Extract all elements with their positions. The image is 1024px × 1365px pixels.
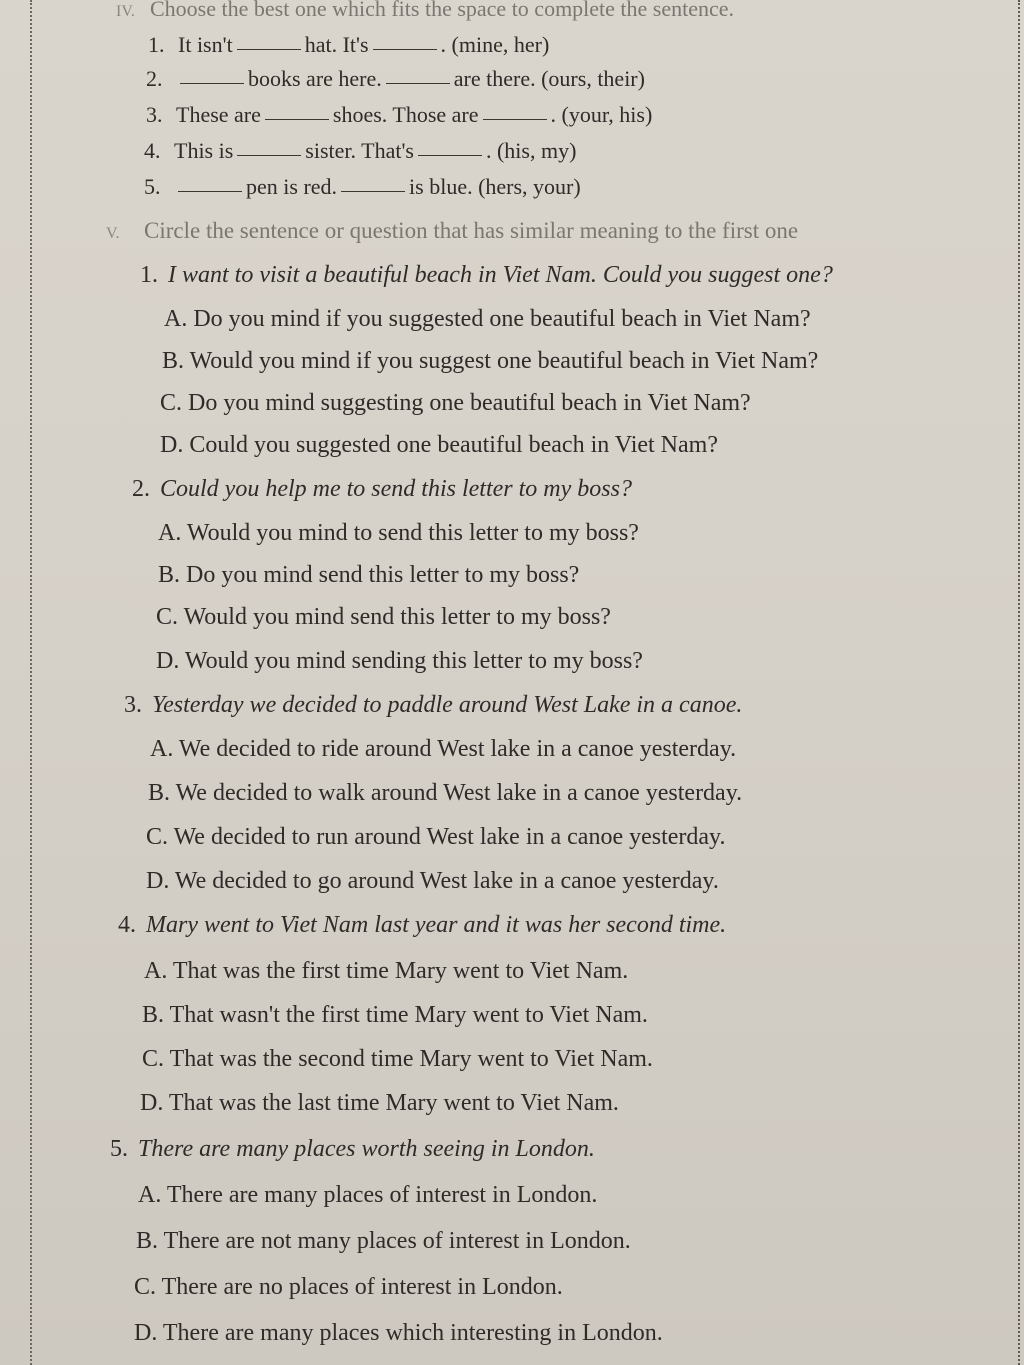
blank[interactable]: [180, 82, 244, 84]
section-4-heading: [116, 0, 734, 22]
question-5-option-a[interactable]: A. There are many places of interest in London.: [138, 1182, 598, 1208]
blank[interactable]: [341, 190, 405, 192]
question-1-option-a[interactable]: A. Do you mind if you suggested one beautiful beach in Viet Nam?: [164, 306, 811, 332]
question-4-option-a[interactable]: A. That was the first time Mary went to Viet Nam.: [144, 958, 629, 984]
blank[interactable]: [237, 154, 301, 156]
section-4-title: Choose the best one which fits the space to complete the sentence.: [150, 0, 735, 21]
question-2-stem: 2. Could you help me to send this letter to my boss?: [132, 476, 632, 502]
question-2-option-d[interactable]: D. Would you mind sending this letter to my boss?: [156, 648, 643, 674]
fill-item-5: 5. pen is red. is blue. (hers, your): [144, 174, 581, 199]
question-2-option-b[interactable]: B. Do you mind send this letter to my boss?: [158, 562, 580, 588]
question-1-stem: 1. I want to visit a beautiful beach in Viet Nam. Could you suggest one?: [140, 262, 833, 288]
question-5-stem: 5. There are many places worth seeing in London.: [110, 1136, 595, 1162]
blank[interactable]: [483, 118, 547, 120]
fill-item-4: 4. This is sister. That's . (his, my): [144, 138, 577, 163]
fill-item-3: 3. These are shoes. Those are . (your, his): [146, 102, 653, 127]
question-3-option-d[interactable]: D. We decided to go around West lake in a canoe yesterday.: [146, 868, 719, 894]
question-1-option-c[interactable]: C. Do you mind suggesting one beautiful beach in Viet Nam?: [160, 390, 751, 416]
question-4-option-b[interactable]: B. That wasn't the first time Mary went to Viet Nam.: [142, 1002, 648, 1028]
question-2-option-c[interactable]: C. Would you mind send this letter to my boss?: [156, 604, 611, 630]
question-4-stem: 4. Mary went to Viet Nam last year and it was her second time.: [118, 912, 727, 938]
section-5-label: V.: [106, 225, 120, 242]
blank[interactable]: [418, 154, 482, 156]
question-5-option-d[interactable]: D. There are many places which interesting in London.: [134, 1320, 663, 1346]
fill-item-1: 1. It isn't hat. It's . (mine, her): [148, 32, 550, 57]
section-4-label: IV.: [116, 3, 135, 20]
question-1-option-d[interactable]: D. Could you suggested one beautiful beach in Viet Nam?: [160, 432, 718, 458]
blank[interactable]: [265, 118, 329, 120]
section-5-title: Circle the sentence or question that has similar meaning to the first one: [144, 218, 799, 243]
blank[interactable]: [178, 190, 242, 192]
question-3-option-c[interactable]: C. We decided to run around West lake in a canoe yesterday.: [146, 824, 726, 850]
question-5-option-c[interactable]: C. There are no places of interest in London.: [134, 1274, 563, 1300]
question-4-option-c[interactable]: C. That was the second time Mary went to Viet Nam.: [142, 1046, 653, 1072]
question-3-option-b[interactable]: B. We decided to walk around West lake in a canoe yesterday.: [148, 780, 743, 806]
question-3-option-a[interactable]: A. We decided to ride around West lake in a canoe yesterday.: [150, 736, 737, 762]
question-4-option-d[interactable]: D. That was the last time Mary went to Viet Nam.: [140, 1090, 619, 1116]
section-5-heading: [106, 218, 798, 244]
question-1-option-b[interactable]: B. Would you mind if you suggest one beautiful beach in Viet Nam?: [162, 348, 819, 374]
question-5-option-b[interactable]: B. There are not many places of interest in London.: [136, 1228, 631, 1254]
fill-item-2: 2. books are here. are there. (ours, their): [146, 66, 645, 91]
blank[interactable]: [373, 48, 437, 50]
question-3-stem: 3. Yesterday we decided to paddle around West Lake in a canoe.: [124, 692, 743, 718]
question-2-option-a[interactable]: A. Would you mind to send this letter to my boss?: [158, 520, 639, 546]
blank[interactable]: [237, 48, 301, 50]
blank[interactable]: [386, 82, 450, 84]
